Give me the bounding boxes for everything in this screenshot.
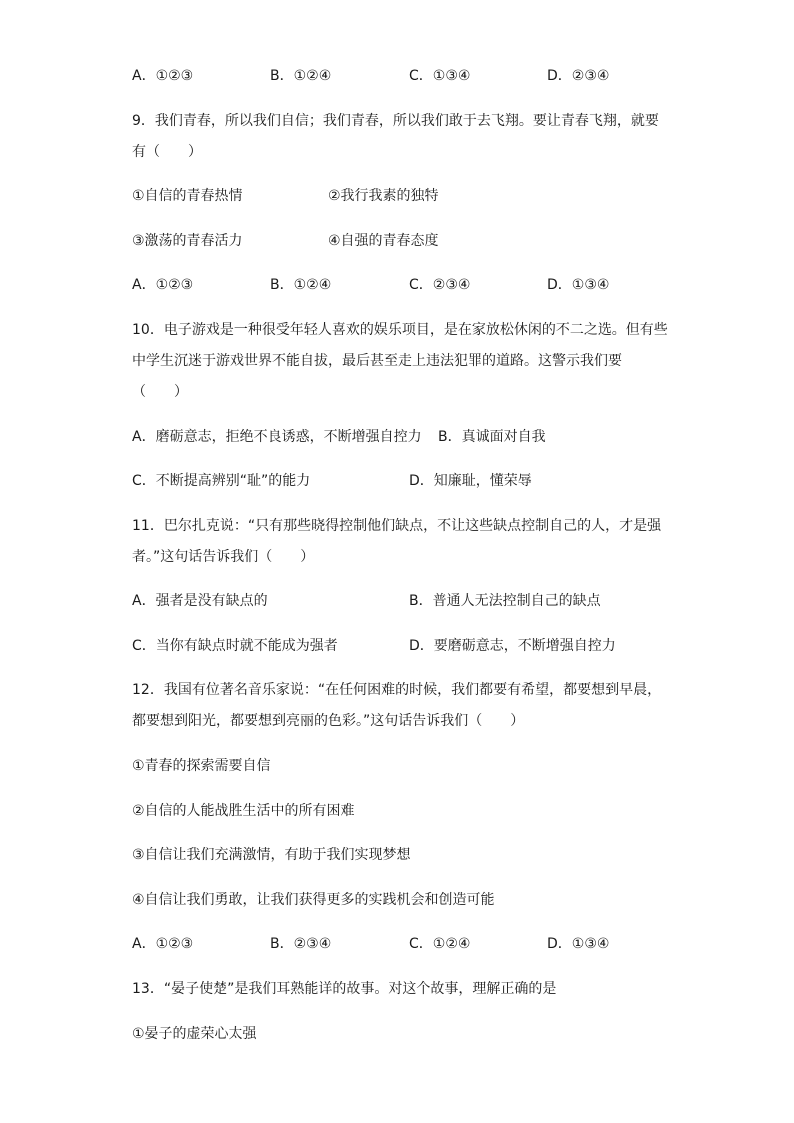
q11-option-d[interactable]: D．要磨砺意志，不断增强自控力 — [409, 638, 616, 654]
q11-option-b[interactable]: B．普通人无法控制自己的缺点 — [409, 593, 601, 609]
q11-option-a[interactable]: A．强者是没有缺点的 — [132, 593, 268, 609]
q12-option-c[interactable]: C．①②④ — [409, 936, 471, 952]
q12-stem-line1: 12．我国有位著名音乐家说：“在任何困难的时候，我们都要有希望，都要想到早晨， — [132, 682, 662, 698]
q9-option-b[interactable]: B．①②④ — [270, 277, 332, 293]
q10-option-c[interactable]: C．不断提高辨别“耻”的能力 — [132, 473, 311, 489]
q8-option-b[interactable]: B．①②④ — [270, 68, 332, 84]
q12-option-d[interactable]: D．①③④ — [547, 936, 610, 952]
q11-stem-line2: 者。”这句话告诉我们（ ） — [132, 549, 315, 565]
q10-stem-line2: 中学生沉迷于游戏世界不能自拔，最后甚至走上违法犯罪的道路。这警示我们要 — [132, 353, 622, 369]
q11-option-c[interactable]: C．当你有缺点时就不能成为强者 — [132, 638, 338, 654]
q13-stem-line1: 13．“晏子使楚”是我们耳熟能详的故事。对这个故事，理解正确的是 — [132, 981, 557, 997]
q9-item-2: ②我行我素的独特 — [328, 188, 439, 204]
q12-item-3: ③自信让我们充满激情，有助于我们实现梦想 — [132, 847, 411, 863]
q8-option-d[interactable]: D．②③④ — [547, 68, 610, 84]
q10-option-d[interactable]: D．知廉耻，懂荣辱 — [409, 473, 532, 489]
q9-stem-line2: 有（ ） — [132, 144, 202, 160]
q10-stem-line3: （ ） — [132, 384, 188, 400]
q8-option-a[interactable]: A．①②③ — [132, 68, 194, 84]
q8-option-c[interactable]: C．①③④ — [409, 68, 471, 84]
q12-stem-line2: 都要想到阳光，都要想到亮丽的色彩。”这句话告诉我们（ ） — [132, 713, 525, 729]
q12-option-b[interactable]: B．②③④ — [270, 936, 332, 952]
q12-item-2: ②自信的人能战胜生活中的所有困难 — [132, 803, 355, 819]
q13-item-1: ①晏子的虚荣心太强 — [132, 1026, 257, 1042]
q9-stem-line1: 9．我们青春，所以我们自信；我们青春，所以我们敢于去飞翔。要让青春飞翔，就要 — [132, 113, 659, 129]
q10-option-b[interactable]: B．真诚面对自我 — [438, 429, 546, 445]
q10-option-a[interactable]: A．磨砺意志，拒绝不良诱惑，不断增强自控力 — [132, 429, 422, 445]
q11-stem-line1: 11．巴尔扎克说：“只有那些晓得控制他们缺点，不让这些缺点控制自己的人，才是强 — [132, 518, 662, 534]
q12-option-a[interactable]: A．①②③ — [132, 936, 194, 952]
q10-stem-line1: 10．电子游戏是一种很受年轻人喜欢的娱乐项目，是在家放松休闲的不二之选。但有些 — [132, 322, 668, 338]
q9-item-1: ①自信的青春热情 — [132, 188, 243, 204]
q12-item-4: ④自信让我们勇敢，让我们获得更多的实践机会和创造可能 — [132, 892, 495, 908]
q9-item-3: ③激荡的青春活力 — [132, 233, 243, 249]
q9-item-4: ④自强的青春态度 — [328, 233, 439, 249]
q9-option-a[interactable]: A．①②③ — [132, 277, 194, 293]
q9-option-c[interactable]: C．②③④ — [409, 277, 471, 293]
q12-item-1: ①青春的探索需要自信 — [132, 758, 271, 774]
q9-option-d[interactable]: D．①③④ — [547, 277, 610, 293]
